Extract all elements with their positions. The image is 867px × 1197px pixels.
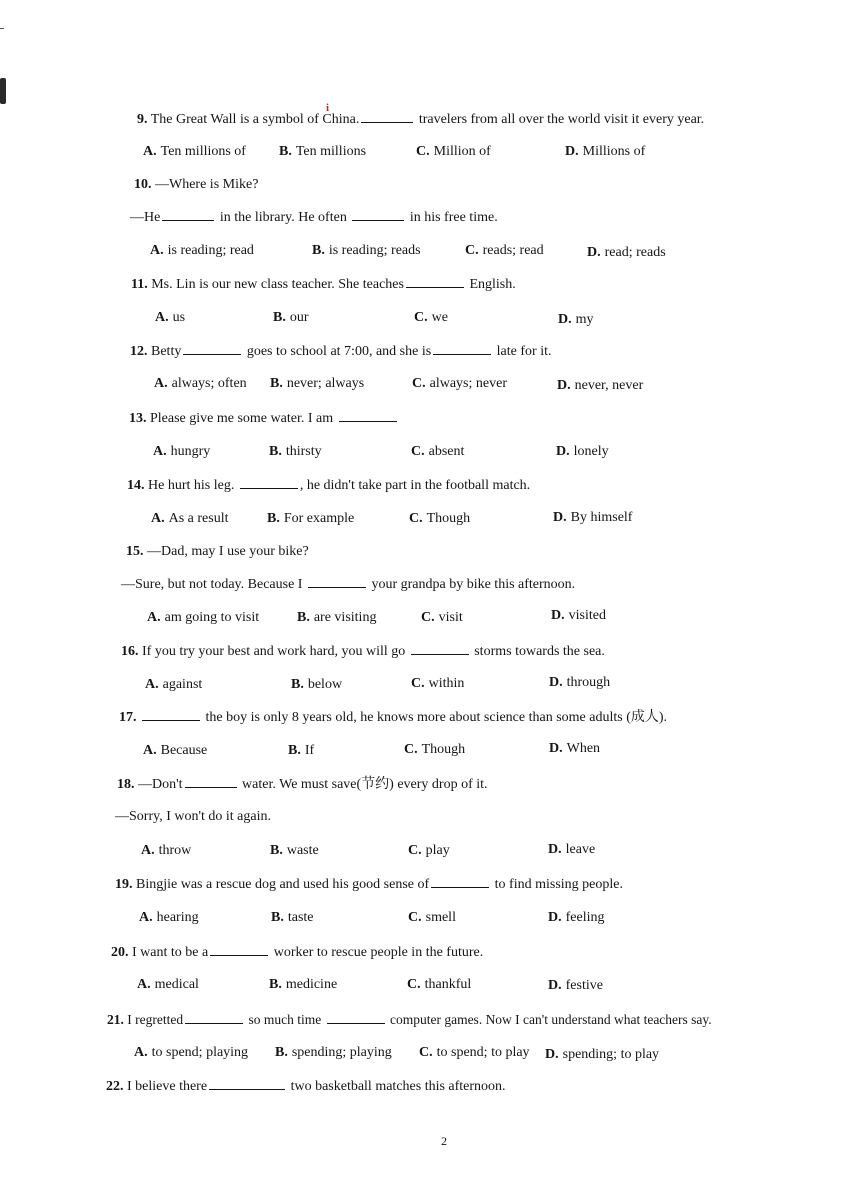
question-20-stem: [111, 943, 483, 962]
option-letter: B.: [270, 376, 283, 391]
question-15-stem: [126, 543, 309, 561]
option-letter: A.: [139, 910, 153, 925]
stem-text: two basketball matches this afternoon.: [287, 1079, 506, 1094]
binding-mark: [0, 78, 6, 104]
stem-text: your grandpa by bike this afternoon.: [367, 577, 576, 592]
question-18-stem: [117, 775, 488, 794]
option-text: never; always: [286, 376, 365, 391]
question-number: 17.: [119, 710, 137, 725]
stem-text: English.: [465, 277, 516, 292]
stem-text: —Don't: [138, 777, 183, 792]
option-text: is reading; read: [167, 243, 254, 258]
question-number: 21.: [107, 1012, 124, 1027]
stem-text: If you try your best and work hard, you will go: [142, 644, 406, 659]
question-18-option-c[interactable]: [408, 842, 450, 860]
option-text: thankful: [424, 977, 472, 992]
answer-blank[interactable]: [406, 275, 464, 288]
option-text: is reading; reads: [328, 243, 421, 258]
option-letter: A.: [147, 610, 161, 625]
option-letter: B.: [275, 1045, 288, 1060]
option-text: For example: [283, 511, 355, 526]
question-21-option-b[interactable]: [275, 1044, 392, 1062]
question-9-option-c[interactable]: [416, 143, 491, 161]
option-text: below: [307, 677, 343, 692]
option-letter: A.: [155, 310, 169, 325]
answer-blank[interactable]: [361, 110, 413, 123]
question-22-stem: [106, 1077, 506, 1096]
option-text: lonely: [573, 444, 609, 459]
question-11-option-c[interactable]: [414, 309, 448, 327]
question-18-option-b[interactable]: [270, 842, 319, 860]
question-14-stem: [127, 476, 530, 495]
question-11-stem: [131, 275, 516, 294]
option-letter: A.: [151, 511, 165, 526]
option-letter: B.: [288, 743, 301, 758]
answer-blank[interactable]: [183, 342, 241, 355]
option-letter: C.: [414, 310, 428, 325]
question-13-option-b[interactable]: [269, 443, 322, 461]
option-text: Though: [426, 511, 471, 526]
question-13-option-d[interactable]: [556, 443, 609, 461]
question-14-option-c[interactable]: [409, 510, 470, 528]
option-letter: A.: [143, 144, 157, 159]
option-letter: C.: [412, 376, 426, 391]
answer-blank[interactable]: [142, 708, 200, 721]
answer-blank[interactable]: [209, 1077, 285, 1090]
stem-text: —Dad, may I use your bike?: [147, 544, 309, 559]
question-11-option-b[interactable]: [273, 309, 309, 327]
question-20-option-a[interactable]: [137, 976, 199, 994]
question-number: 18.: [117, 777, 135, 792]
option-letter: C.: [404, 742, 418, 757]
question-20-option-d[interactable]: [548, 977, 603, 995]
option-letter: D.: [565, 144, 579, 159]
question-number: 9.: [137, 112, 148, 127]
stem-text: in the library. He often: [216, 210, 351, 225]
option-letter: B.: [279, 144, 292, 159]
option-letter: B.: [271, 910, 284, 925]
stem-text: water. We must save(节约) every drop of it.: [238, 777, 488, 792]
question-number: 14.: [127, 478, 145, 493]
option-letter: C.: [408, 910, 422, 925]
option-text: When: [566, 741, 601, 756]
option-letter: D.: [545, 1047, 559, 1062]
option-text: are visiting: [313, 610, 377, 625]
option-letter: D.: [553, 510, 567, 525]
question-14-option-a[interactable]: [151, 510, 229, 528]
question-number: 12.: [130, 344, 148, 359]
stem-text: The Great Wall is a symbol of China.: [150, 112, 360, 127]
question-16-option-b[interactable]: [291, 676, 342, 694]
option-text: Though: [421, 742, 466, 757]
option-letter: B.: [273, 310, 286, 325]
page-number: 2: [441, 1134, 447, 1148]
answer-blank[interactable]: [431, 875, 489, 888]
question-16-option-c[interactable]: [411, 675, 464, 693]
option-text: never, never: [574, 378, 644, 393]
option-text: hearing: [156, 910, 199, 925]
answer-blank[interactable]: [210, 943, 268, 956]
question-10-option-d[interactable]: [587, 244, 666, 262]
option-letter: C.: [421, 610, 435, 625]
stem-text: late for it.: [493, 344, 552, 359]
question-13-stem: [129, 409, 399, 428]
answer-blank[interactable]: [411, 642, 469, 655]
question-number: 13.: [129, 411, 147, 426]
option-letter: C.: [409, 511, 423, 526]
option-letter: B.: [312, 243, 325, 258]
option-letter: A.: [143, 743, 157, 758]
answer-blank[interactable]: [308, 575, 366, 588]
option-letter: D.: [549, 741, 563, 756]
question-14-option-b[interactable]: [267, 510, 354, 528]
option-letter: D.: [548, 910, 562, 925]
question-17-stem: [119, 708, 667, 727]
question-9-stem: [137, 110, 704, 129]
question-12-option-b[interactable]: [270, 375, 364, 393]
question-12-stem: [130, 342, 551, 361]
option-text: we: [431, 310, 448, 325]
question-13-option-a[interactable]: [153, 443, 210, 461]
option-letter: D.: [556, 444, 570, 459]
question-11-option-a[interactable]: [155, 309, 185, 327]
stem-text: Please give me some water. I am: [150, 411, 334, 426]
question-20-option-b[interactable]: [269, 976, 337, 994]
stem-text: worker to rescue people in the future.: [270, 945, 484, 960]
question-15-line2: [121, 575, 575, 594]
stem-text: Bingjie was a rescue dog and used his good sense of: [136, 877, 430, 892]
option-text: taste: [287, 910, 314, 925]
option-letter: C.: [411, 676, 425, 691]
stem-text: to find missing people.: [491, 877, 623, 892]
option-letter: C.: [408, 843, 422, 858]
question-9-option-d[interactable]: [565, 143, 645, 161]
option-text: absent: [428, 444, 465, 459]
option-text: always; often: [171, 376, 247, 391]
question-10-line2: [130, 208, 498, 227]
option-text: visit: [438, 610, 463, 625]
stem-text: goes to school at 7:00, and she is: [243, 344, 432, 359]
stem-text: I believe there: [127, 1079, 208, 1094]
option-letter: C.: [416, 144, 430, 159]
stem-text: the boy is only 8 years old, he knows more about science than some adults (成人).: [202, 710, 668, 725]
option-letter: A.: [141, 843, 155, 858]
stem-text: I want to be a: [132, 945, 209, 960]
question-9-option-a[interactable]: [143, 143, 246, 161]
stem-text: computer games. Now I can't understand what teachers say.: [386, 1012, 712, 1027]
stem-text: in his free time.: [406, 210, 498, 225]
option-letter: B.: [269, 444, 282, 459]
option-text: am going to visit: [164, 610, 260, 625]
stem-text: —Where is Mike?: [155, 177, 259, 192]
question-18-line2: [115, 808, 271, 826]
option-letter: A.: [154, 376, 168, 391]
stem-text: —Sorry, I won't do it again.: [115, 809, 271, 824]
question-21-stem: [107, 1011, 712, 1029]
question-19-option-c[interactable]: [408, 909, 456, 927]
option-text: If: [304, 743, 315, 758]
question-10-option-a[interactable]: [150, 242, 254, 260]
stem-text: —He: [130, 210, 161, 225]
option-letter: C.: [419, 1045, 433, 1060]
option-text: medical: [154, 977, 199, 992]
option-letter: C.: [465, 243, 479, 258]
option-text: spending; to play: [562, 1047, 660, 1062]
question-12-option-d[interactable]: [557, 377, 643, 395]
option-letter: C.: [411, 444, 425, 459]
question-16-stem: [121, 642, 605, 661]
question-18-option-d[interactable]: [548, 841, 595, 859]
option-text: read; reads: [604, 245, 666, 260]
stem-text: Betty: [151, 344, 182, 359]
option-letter: D.: [548, 978, 562, 993]
question-19-stem: [115, 875, 623, 894]
question-21-option-d[interactable]: [545, 1046, 659, 1064]
question-13-option-c[interactable]: [411, 443, 464, 461]
option-text: against: [162, 677, 203, 692]
question-19-option-a[interactable]: [139, 909, 199, 927]
option-letter: D.: [587, 245, 601, 260]
question-10-option-c[interactable]: [465, 242, 544, 260]
option-text: Because: [160, 743, 208, 758]
option-text: festive: [565, 978, 603, 993]
question-17-option-d[interactable]: [549, 740, 600, 758]
question-17-option-a[interactable]: [143, 742, 207, 760]
question-15-option-b[interactable]: [297, 609, 376, 627]
question-16-option-d[interactable]: [549, 674, 610, 692]
question-number: 19.: [115, 877, 133, 892]
question-17-option-b[interactable]: [288, 742, 314, 760]
question-17-option-c[interactable]: [404, 741, 465, 759]
option-text: smell: [425, 910, 456, 925]
question-number: 22.: [106, 1079, 124, 1094]
option-text: our: [289, 310, 309, 325]
question-19-option-d[interactable]: [548, 909, 605, 927]
question-10-option-b[interactable]: [312, 242, 421, 260]
option-text: through: [566, 675, 611, 690]
stem-text: storms towards the sea.: [470, 644, 605, 659]
option-text: my: [575, 312, 594, 327]
option-letter: B.: [270, 843, 283, 858]
answer-blank[interactable]: [185, 775, 237, 788]
question-12-option-c[interactable]: [412, 375, 507, 393]
answer-blank[interactable]: [433, 342, 491, 355]
option-text: Million of: [433, 144, 491, 159]
question-18-option-a[interactable]: [141, 842, 191, 860]
option-letter: D.: [557, 378, 571, 393]
stem-text: Ms. Lin is our new class teacher. She teaches: [151, 277, 404, 292]
answer-blank[interactable]: [240, 476, 298, 489]
option-letter: A.: [153, 444, 167, 459]
option-text: feeling: [565, 910, 605, 925]
scan-edge-mark: [0, 28, 4, 29]
stem-text: , he didn't take part in the football match.: [299, 478, 531, 493]
option-letter: B.: [267, 511, 280, 526]
question-15-option-d[interactable]: [551, 607, 606, 625]
option-text: thirsty: [285, 444, 322, 459]
question-20-option-c[interactable]: [407, 976, 471, 994]
option-letter: D.: [548, 842, 562, 857]
option-letter: D.: [549, 675, 563, 690]
option-letter: B.: [297, 610, 310, 625]
option-letter: B.: [269, 977, 282, 992]
answer-blank[interactable]: [162, 208, 214, 221]
option-text: hungry: [170, 444, 211, 459]
question-19-option-b[interactable]: [271, 909, 314, 927]
option-text: to spend; to play: [436, 1045, 530, 1060]
option-letter: A.: [145, 677, 159, 692]
option-text: to spend; playing: [151, 1045, 249, 1060]
option-text: reads; read: [482, 243, 544, 258]
stem-text: I regretted: [127, 1012, 184, 1027]
option-letter: A.: [134, 1045, 148, 1060]
question-15-option-a[interactable]: [147, 609, 259, 627]
option-letter: A.: [150, 243, 164, 258]
option-text: Ten millions of: [160, 144, 246, 159]
question-number: 20.: [111, 945, 129, 960]
question-21-option-c[interactable]: [419, 1044, 530, 1062]
answer-blank[interactable]: [327, 1011, 385, 1024]
answer-blank[interactable]: [185, 1011, 243, 1024]
option-text: play: [425, 843, 450, 858]
answer-blank[interactable]: [352, 208, 404, 221]
question-number: 15.: [126, 544, 144, 559]
option-letter: D.: [558, 312, 572, 327]
option-letter: D.: [551, 608, 565, 623]
answer-blank[interactable]: [339, 409, 397, 422]
option-text: within: [428, 676, 465, 691]
option-text: waste: [286, 843, 319, 858]
option-text: Millions of: [582, 144, 646, 159]
option-letter: B.: [291, 677, 304, 692]
option-text: As a result: [168, 511, 229, 526]
option-text: always; never: [429, 376, 507, 391]
option-text: throw: [158, 843, 192, 858]
option-text: medicine: [285, 977, 338, 992]
stem-text: He hurt his leg.: [148, 478, 235, 493]
question-number: 16.: [121, 644, 139, 659]
question-16-option-a[interactable]: [145, 676, 202, 694]
stem-text: —Sure, but not today. Because I: [121, 577, 303, 592]
handwritten-red-mark: i: [326, 102, 330, 114]
option-letter: A.: [137, 977, 151, 992]
stem-text: so much time: [245, 1012, 322, 1027]
question-11-option-d[interactable]: [558, 311, 594, 329]
option-letter: C.: [407, 977, 421, 992]
question-9-option-b[interactable]: [279, 143, 366, 161]
option-text: visited: [568, 608, 606, 623]
question-number: 10.: [134, 177, 152, 192]
question-10-stem: [134, 176, 258, 194]
option-text: leave: [565, 842, 596, 857]
option-text: spending; playing: [291, 1045, 392, 1060]
question-12-option-a[interactable]: [154, 375, 247, 393]
question-number: 11.: [131, 277, 148, 292]
option-text: Ten millions: [295, 144, 367, 159]
option-text: By himself: [570, 510, 633, 525]
stem-text: travelers from all over the world visit it every year.: [415, 112, 705, 127]
question-21-option-a[interactable]: [134, 1044, 248, 1062]
question-14-option-d[interactable]: [553, 509, 632, 527]
option-text: us: [172, 310, 186, 325]
question-15-option-c[interactable]: [421, 609, 463, 627]
